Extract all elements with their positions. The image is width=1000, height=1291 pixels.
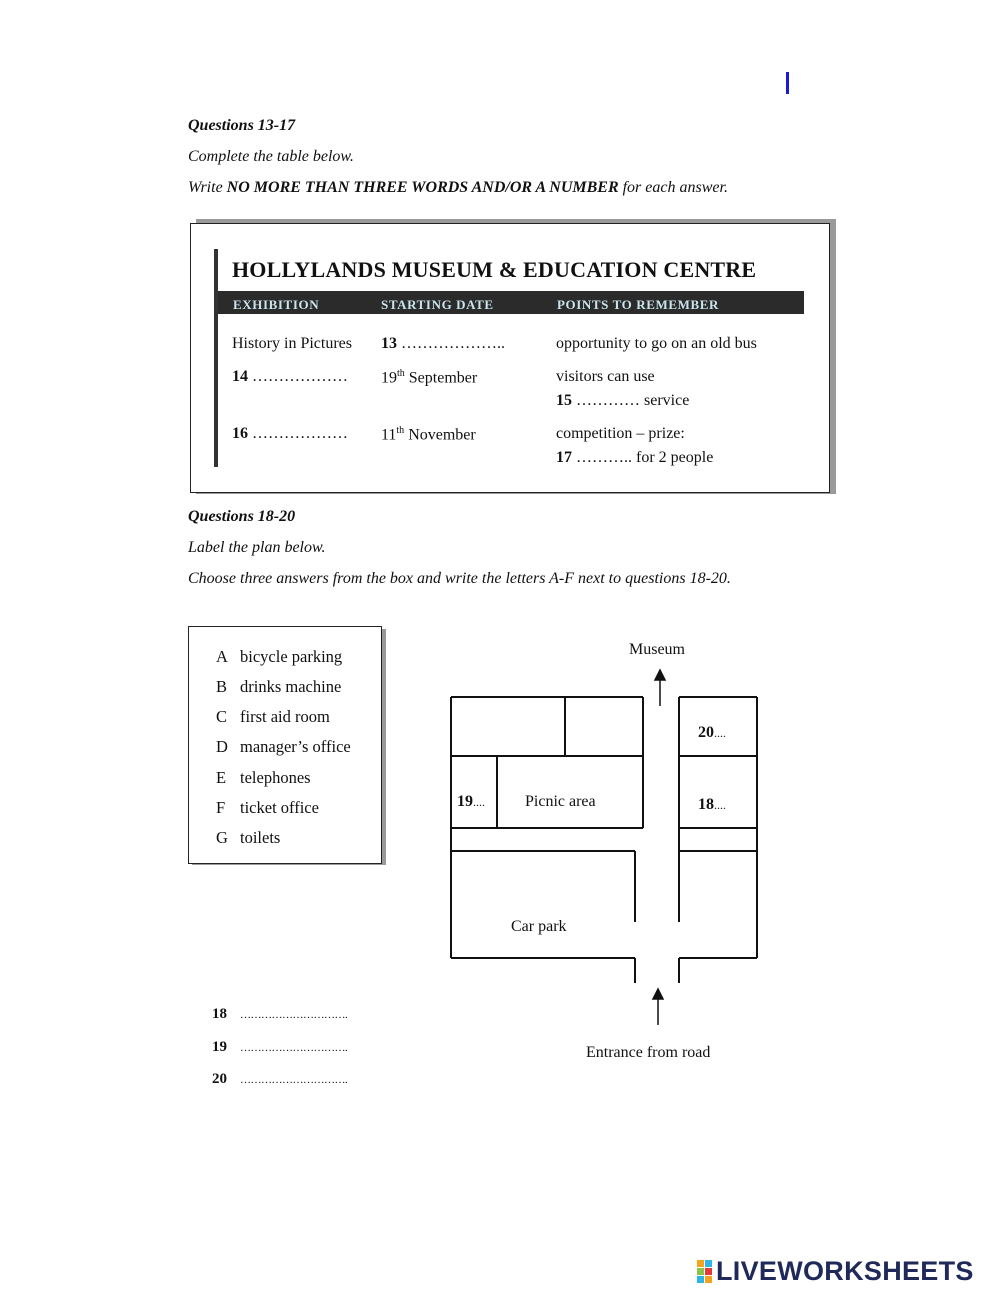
questions-18-20-heading: Questions 18-20 bbox=[188, 508, 296, 525]
answer-19-line[interactable]: 19 …………………………. bbox=[212, 1039, 348, 1055]
answer-15-blank[interactable]: 15 ………… service bbox=[556, 392, 690, 409]
option-g: G toilets bbox=[216, 828, 281, 847]
answer-20-line[interactable]: 20 …………………………. bbox=[212, 1071, 348, 1087]
car-park-label: Car park bbox=[511, 918, 567, 935]
answer-18-line[interactable]: 18 …………………………. bbox=[212, 1006, 348, 1022]
liveworksheets-logo-icon bbox=[697, 1260, 712, 1283]
table-title: HOLLYLANDS MUSEUM & EDUCATION CENTRE bbox=[232, 257, 757, 282]
answer-13-blank[interactable]: 13 ……………….. bbox=[381, 335, 505, 352]
plan-instruction: Label the plan below. bbox=[188, 539, 326, 556]
option-b: B drinks machine bbox=[216, 677, 342, 696]
plan-label-18: 18.... bbox=[698, 796, 726, 813]
picnic-area-label: Picnic area bbox=[525, 793, 596, 810]
row3-points: competition – prize: bbox=[556, 425, 685, 442]
row2-date: 19th September bbox=[381, 368, 478, 387]
option-a: A bicycle parking bbox=[216, 647, 343, 666]
header-starting-date: STARTING DATE bbox=[381, 297, 494, 312]
header-points: POINTS TO REMEMBER bbox=[557, 297, 720, 312]
row2-points: visitors can use bbox=[556, 368, 655, 385]
header-exhibition: EXHIBITION bbox=[233, 297, 320, 312]
answer-14-blank[interactable]: 14 ……………… bbox=[232, 368, 348, 385]
questions-13-17-heading: Questions 13-17 bbox=[188, 117, 296, 134]
choose-instruction: Choose three answers from the box and write the letters A-F next to questions 18-20. bbox=[188, 570, 731, 587]
option-c: C first aid room bbox=[216, 707, 330, 726]
table-instruction: Complete the table below. bbox=[188, 148, 354, 165]
plan-label-19: 19.... bbox=[457, 793, 485, 810]
museum-label: Museum bbox=[629, 641, 685, 658]
answer-16-blank[interactable]: 16 ……………… bbox=[232, 425, 348, 442]
word-limit-instruction: Write NO MORE THAN THREE WORDS AND/OR A NUMBER for each answer. bbox=[188, 179, 728, 196]
row3-date: 11th November bbox=[381, 425, 476, 444]
row1-points: opportunity to go on an old bus bbox=[556, 335, 757, 352]
option-f: F ticket office bbox=[216, 798, 319, 817]
liveworksheets-logo bbox=[697, 1256, 974, 1287]
logo-text: LIVEWORKSHEETS bbox=[716, 1256, 974, 1286]
answer-17-blank[interactable]: 17 ……….. for 2 people bbox=[556, 449, 714, 466]
option-d: D manager’s office bbox=[216, 737, 351, 756]
entrance-label: Entrance from road bbox=[586, 1044, 711, 1061]
row1-exhibition: History in Pictures bbox=[232, 335, 352, 352]
option-e: E telephones bbox=[216, 768, 311, 787]
plan-label-20: 20.... bbox=[698, 724, 726, 741]
